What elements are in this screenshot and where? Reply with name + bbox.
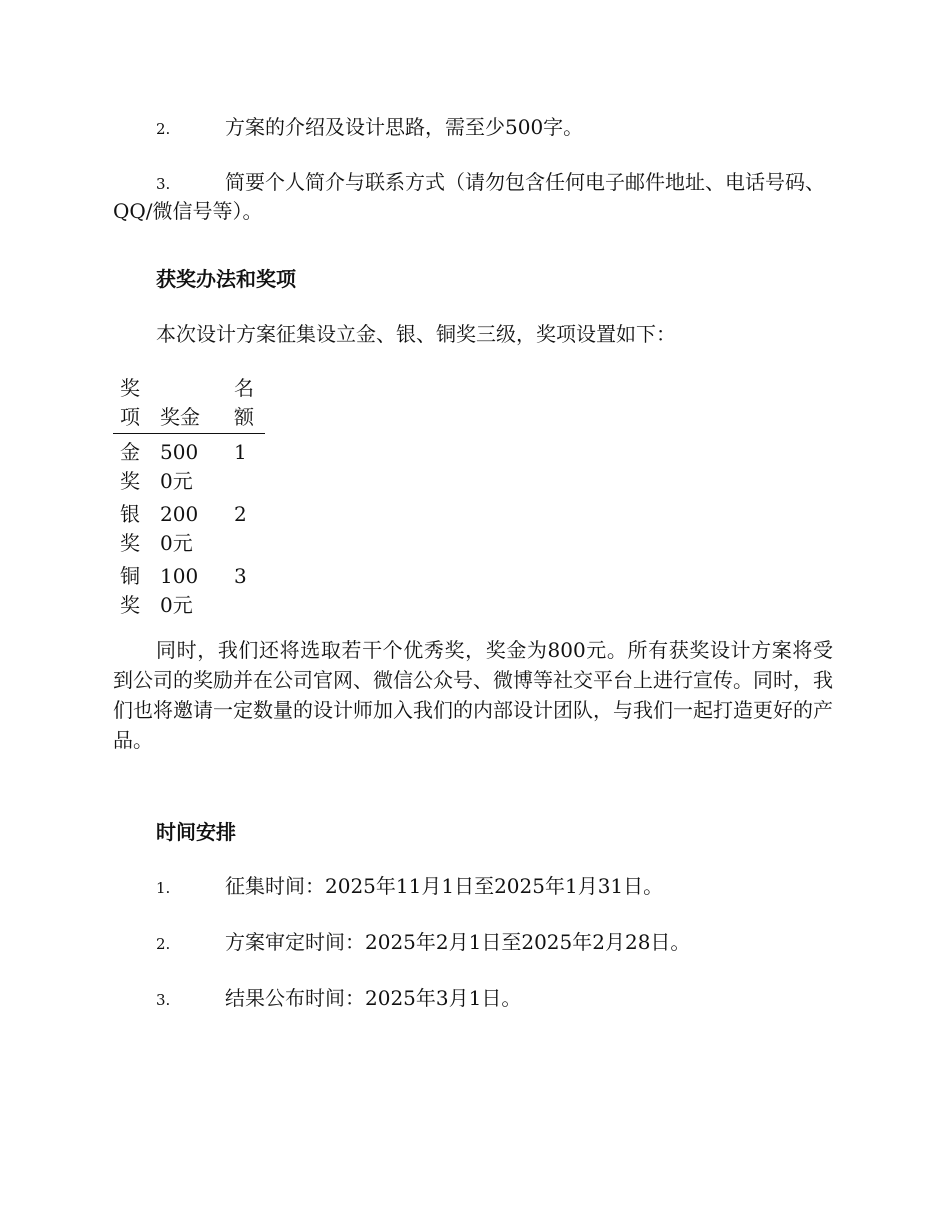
list-number: 2. [156,120,171,138]
list-text: 简要个人简介与联系方式（请勿包含任何电子邮件地址、电话号码、QQ/微信号等）。 [113,170,825,223]
list-number: 1. [156,879,171,897]
header-prize: 奖金 [160,405,200,429]
list-item [113,984,833,1013]
list-number: 3. [156,175,171,193]
list-item [113,168,833,226]
list-item [113,928,833,957]
table-row [113,496,265,558]
list-item [113,113,833,142]
list-text: 征集时间：2025年11月1日至2025年1月31日。 [225,874,664,898]
header-award: 奖项 [120,376,140,429]
cell-prize: 2000元 [160,502,199,555]
section-heading-awards: 获奖办法和奖项 [156,267,296,291]
cell-award: 铜奖 [120,564,140,617]
cell-prize: 1000元 [160,564,199,617]
table-header-row [113,374,265,434]
list-item [113,872,833,901]
cell-award: 金奖 [120,440,140,493]
table-row [113,434,265,497]
awards-intro-paragraph: 本次设计方案征集设立金、银、铜奖三级，奖项设置如下： [156,322,676,346]
cell-quota: 1 [234,440,247,464]
list-text: 方案的介绍及设计思路，需至少500字。 [225,115,584,139]
section-heading-schedule: 时间安排 [156,820,236,844]
header-quota: 名额 [234,376,254,429]
list-text: 方案审定时间：2025年2月1日至2025年2月28日。 [225,930,691,954]
awards-note-paragraph: 同时，我们还将选取若干个优秀奖，奖金为800元。所有获奖设计方案将受到公司的奖励并在公司官网、微信公众号、微博等社交平台上进行宣传。同时，我们也将邀请一定数量的设计师加入我们的内部设计团队，与我们一起打造更好的产品。 [113,638,833,752]
cell-quota: 2 [234,502,247,526]
awards-table [113,374,265,620]
cell-prize: 5000元 [160,440,199,493]
list-number: 3. [156,991,171,1009]
list-text: 结果公布时间：2025年3月1日。 [225,986,522,1010]
table-row [113,558,265,620]
cell-quota: 3 [234,564,247,588]
list-number: 2. [156,935,171,953]
cell-award: 银奖 [120,502,140,555]
